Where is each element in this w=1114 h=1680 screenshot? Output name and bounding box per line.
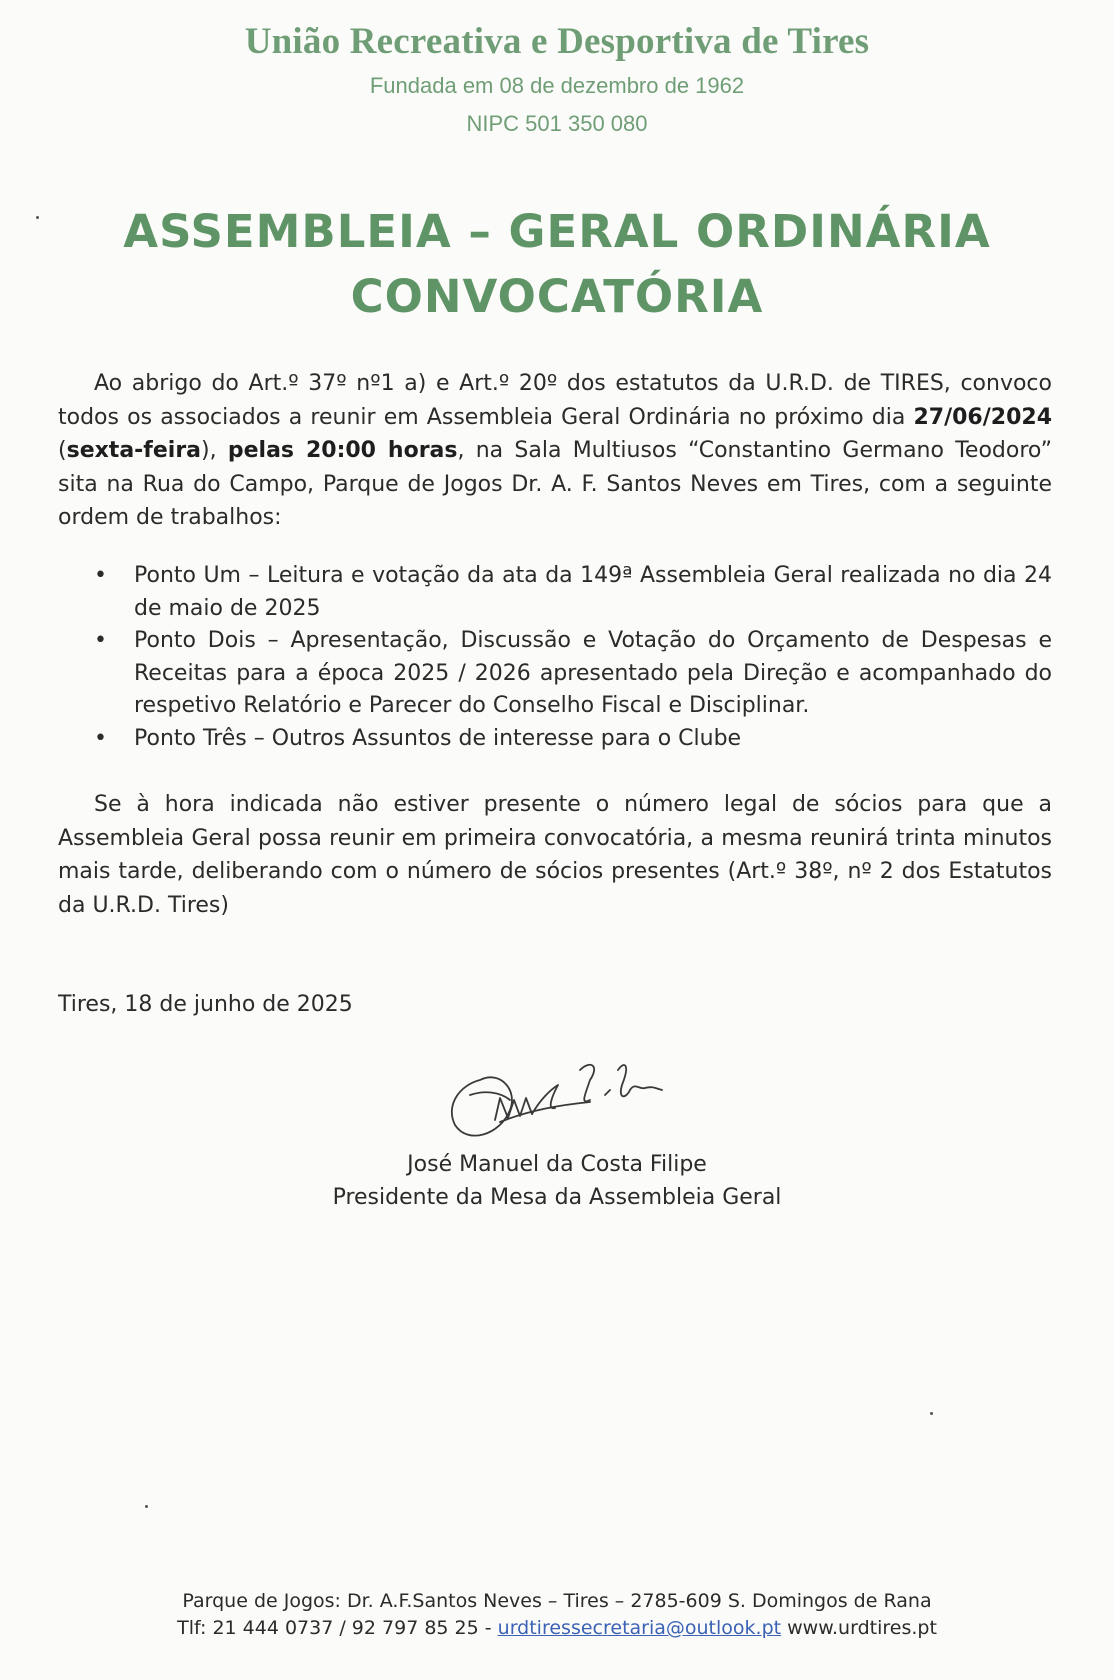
- agenda-item: [58, 723, 1052, 756]
- agenda-item: [58, 560, 1052, 625]
- letterhead: [0, 20, 1114, 137]
- bullet-icon: •: [94, 725, 107, 751]
- intro-paragraph: [58, 367, 1052, 535]
- scan-speck: [145, 1505, 148, 1508]
- signature-scribble: [440, 1050, 680, 1150]
- footer-address: Parque de Jogos: Dr. A.F.Santos Neves – Tires – 2785-609 S. Domingos de Rana: [182, 1590, 932, 1612]
- nipc-number: NIPC 501 350 080: [466, 111, 648, 136]
- bullet-icon: •: [94, 563, 107, 588]
- footer-contacts: [0, 1615, 1114, 1642]
- intro-text-1: Ao abrigo do Art.º 37º nº1 a) e Art.º 20º dos estatutos da U.R.D. de TIRES, convoco todos os associados a reunir em Assembleia Geral Ordinária no próximo dia: [58, 371, 1052, 430]
- footer-phone: Tlf: 21 444 0737 / 92 797 85 25 -: [177, 1617, 498, 1639]
- intro-text-2: (: [58, 438, 67, 463]
- intro-text-3: ),: [201, 438, 228, 463]
- agenda-item: [58, 625, 1052, 723]
- agenda-list: [58, 560, 1052, 755]
- agenda-item-text: Ponto Dois – Apresentação, Discussão e Votação do Orçamento de Despesas e Receitas para a época 2025 / 2026 apresentado pela Direção e acompanhado do respetivo Relatório e Parecer do Conselho Fiscal e Disciplinar.: [134, 628, 1052, 718]
- bullet-icon: •: [94, 628, 107, 653]
- club-name: União Recreativa e Desportiva de Tires: [244, 21, 870, 62]
- meeting-weekday: sexta-feira: [66, 438, 202, 463]
- footer-website: www.urdtires.pt: [781, 1617, 937, 1639]
- place-date: Tires, 18 de junho de 2025: [58, 992, 353, 1017]
- signer-role: Presidente da Mesa da Assembleia Geral: [332, 1185, 782, 1210]
- intro-text-4: , na Sala Multiusos “Constantino Germano Teodoro” sita na Rua do Campo, Parque de Jogos Dr. A. F. Santos Neves em Tires, com a seguinte ordem de trabalhos:: [58, 438, 1052, 530]
- signer-name: José Manuel da Costa Filipe: [407, 1152, 707, 1177]
- scan-speck: [930, 1412, 933, 1415]
- footer-email-link[interactable]: urdtiressecretaria@outlook.pt: [497, 1617, 782, 1639]
- founded-date: Fundada em 08 de dezembro de 1962: [369, 73, 745, 98]
- meeting-time: pelas 20:00 horas: [227, 438, 458, 463]
- scan-speck: [36, 216, 39, 219]
- signer-block: [0, 1148, 1114, 1214]
- document-subtitle: CONVOCATÓRIA: [350, 270, 764, 323]
- footer: [0, 1588, 1114, 1642]
- meeting-date: 27/06/2024: [913, 404, 1052, 430]
- agenda-item-text: Ponto Três – Outros Assuntos de interesse para o Clube: [134, 725, 742, 751]
- agenda-item-text: Ponto Um – Leitura e votação da ata da 149ª Assembleia Geral realizada no dia 24 de maio de 2025: [134, 563, 1052, 621]
- document-title: ASSEMBLEIA – GERAL ORDINÁRIA: [123, 205, 991, 258]
- quorum-paragraph: Se à hora indicada não estiver presente o número legal de sócios para que a Assembleia Geral possa reunir em primeira convocatória, a mesma reunirá trinta minutos mais tarde, deliberando com o número de sócios presentes (Art.º 38º, nº 2 dos Estatutos da U.R.D. Tires): [58, 792, 1052, 918]
